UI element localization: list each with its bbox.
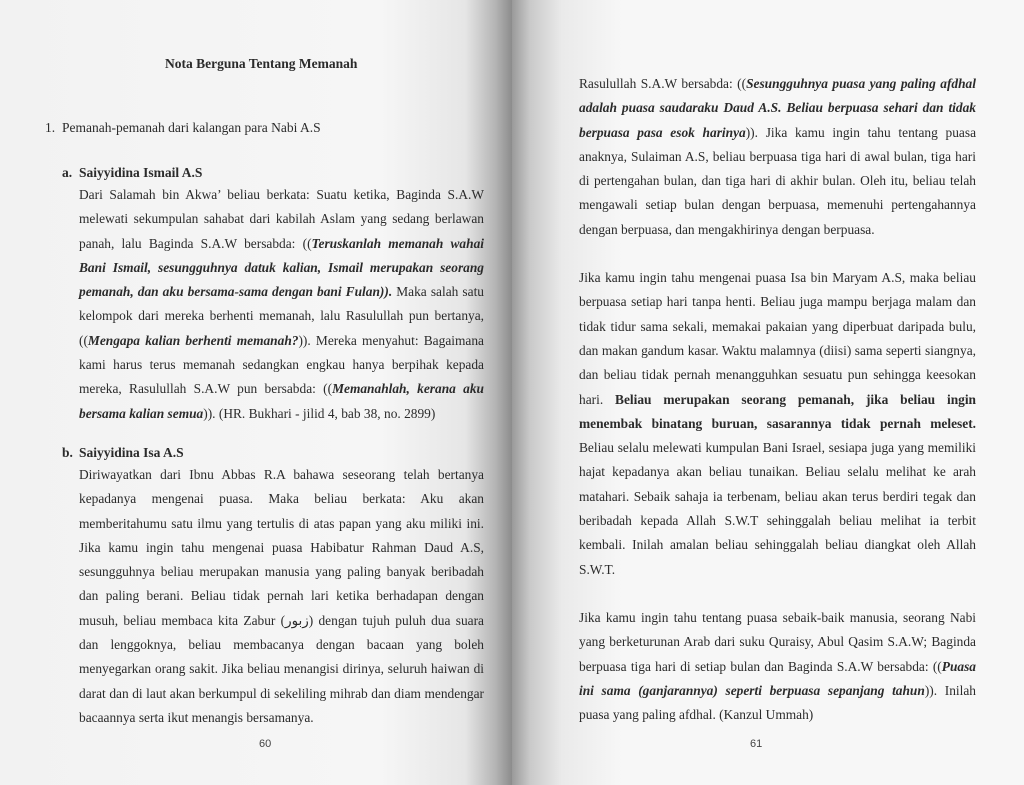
text-run: )). Inilah puasa yang paling afdhal. (Kanzul Ummah)	[579, 682, 976, 723]
text-run: )). (HR. Bukhari - jilid 4, bab 38, no. 2899)	[203, 405, 436, 421]
section-a-paragraph	[79, 183, 484, 426]
page-number: 61	[750, 738, 763, 750]
text-run: )). Mereka menyahut: Bagaimana kami harus terus memanah sedangkan engkau hanya berpihak kepada mereka, Rasulullah S.A.W pun bersabda: ((	[79, 332, 484, 397]
section-b-label: b.	[62, 445, 73, 460]
text-run: Rasulullah S.A.W bersabda: ((	[579, 76, 747, 91]
hadith-quote: Teruskanlah memanah wahai Bani Ismail, sesungguhnya datuk kalian, Ismail merupakan seorang pemanah, dan aku bersama-sama dengan bani Fulan)).	[79, 235, 484, 300]
text-run: Jika kamu ingin tahu mengenai puasa Isa bin Maryam A.S, maka beliau berpuasa setiap hari tanpa henti. Beliau juga mampu berjaga malam dan tidak tidur sama sekali, memakai pakaian yang diperbuat daripada bulu, dan makan gandum kasar. Waktu malamnya (diisi) sama seperti siangnya, dan beliau tidak pernah menangguhkan sesuatu pun sehingga keesokan hari.	[579, 270, 976, 407]
text-run: Jika kamu ingin tahu tentang puasa sebaik-baik manusia, seorang Nabi yang berketurunan Arab dari suku Quraisy, Abul Qasim S.A.W; Baginda berpuasa tiga hari di setiap bulan dan Baginda S.A.W bersabda: ((	[579, 609, 976, 674]
right-page	[512, 0, 1024, 785]
hadith-quote: Memanahlah, kerana aku bersama kalian semua	[79, 381, 484, 421]
list-item-text: Pemanah-pemanah dari kalangan para Nabi A.S	[62, 120, 321, 135]
hadith-quote: Puasa ini sama (ganjarannya) seperti berpuasa sepanjang tahun	[579, 658, 976, 698]
text-run: Beliau selalu melewati kumpulan Bani Israel, sesiapa juga yang memiliki hajat kepadanya akan beliau tunaikan. Beliau selalu melihat ke arah matahari. Sebaik sahaja ia terbenam, beliau akan terus berdiri tegak dan beribadah kepada Allah S.W.T sehinggalah beliau melihat ia terbit kembali. Inilah amalan beliau sehinggalah beliau diangkat oleh Allah S.W.T.	[579, 440, 976, 577]
section-b-heading: Saiyyidina Isa A.S	[79, 445, 184, 460]
hadith-quote: Sesungguhnya puasa yang paling afdhal adalah puasa saudaraku Daud A.S. Beliau berpuasa sehari dan tidak berpuasa pasa esok harinya	[579, 76, 976, 140]
section-b-paragraph: Diriwayatkan dari Ibnu Abbas R.A bahawa seseorang telah bertanya kepadanya mengenai puasa. Maka beliau berkata: Aku akan memberitahumu satu ilmu yang tertulis di atas papan yang aku miliki ini. Jika kamu ingin tahu mengenai puasa Habibatur Rahman Daud A.S, sesungguhnya beliau merupakan manusia yang paling banyak beribadah dan paling berani. Beliau tidak pernah lari ketika berhadapan dengan musuh, beliau membaca kita Zabur (زبور) dengan tujuh puluh dua suara dan lenggoknya, beliau membacanya dengan bacaan yang boleh menyegarkan orang sakit. Jika beliau menangisi dirinya, seluruh haiwan di darat dan di laut akan berkumpul di sekeliling mihrab dan diam mendengar bacaannya serta ikut menangis bersamanya.	[79, 467, 484, 725]
list-item-number: 1.	[45, 120, 56, 135]
paragraph-2	[579, 266, 976, 582]
page-title: Nota Berguna Tentang Memanah	[165, 56, 358, 71]
section-a-heading: Saiyyidina Ismail A.S	[79, 165, 203, 180]
paragraph-3	[579, 606, 976, 727]
text-run: )). Jika kamu ingin tahu tentang puasa anaknya, Sulaiman A.S, beliau berpuasa tiga hari di awal bulan, tiga hari di pertengahan bulan, dan tiga hari di akhir bulan. Oleh itu, beliau telah mengawali setiap bulan dengan berpuasa, memenuhi pertengahannya dengan berpuasa, dan mengakhirinya dengan berpuasa.	[579, 124, 977, 237]
page-number: 60	[259, 738, 272, 750]
section-b-body	[79, 463, 484, 730]
text-run: Dari Salamah bin Akwa’ beliau berkata: Suatu ketika, Baginda S.A.W melewati sekumpulan sahabat dari kabilah Aslam yang sedang berlawan panah, lalu Baginda S.A.W bersabda: ((	[79, 187, 484, 251]
right-page-body	[579, 72, 976, 727]
section-a-body	[79, 183, 484, 426]
paragraph-1	[579, 72, 976, 242]
section-a-label: a.	[62, 165, 73, 180]
text-run: Maka salah satu kelompok dari mereka berhenti memanah, lalu Rasulullah pun bertanya, ((	[79, 284, 484, 348]
emphasis-text: Beliau merupakan seorang pemanah, jika beliau ingin menembak binatang buruan, sasarannya tidak pernah meleset.	[579, 391, 976, 431]
hadith-quote: Mengapa kalian berhenti memanah?	[87, 332, 299, 348]
